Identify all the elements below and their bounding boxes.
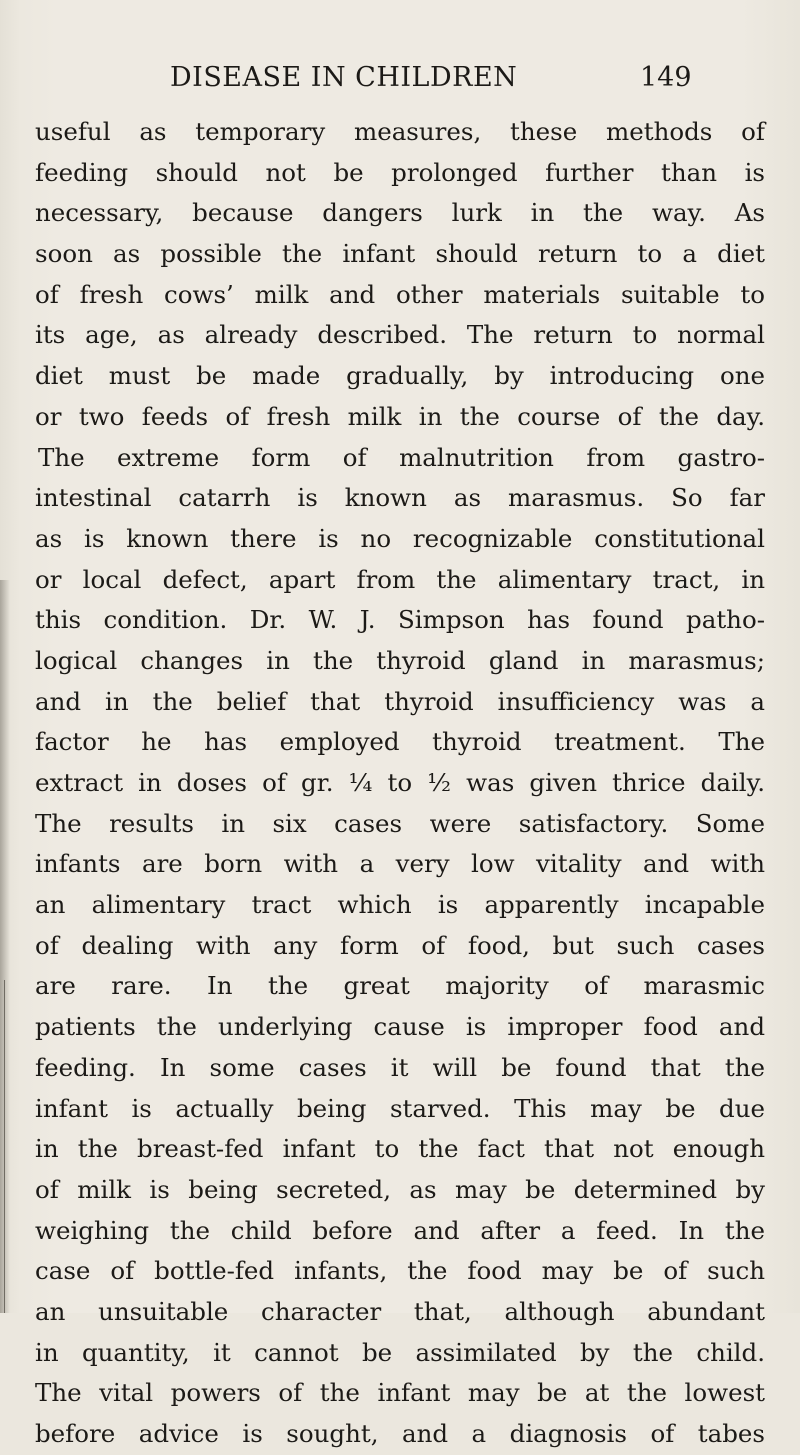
text-line: of dealing with any form of food, but such cases <box>35 930 765 960</box>
text-line: in the breast-fed infant to the fact that not enough <box>35 1134 765 1164</box>
text-line: infant is actually being starved. This may be due <box>35 1093 765 1123</box>
text-line: feeding should not be prolonged further than is <box>35 157 765 187</box>
text-line: of fresh cows’ milk and other materials suitable to <box>35 279 765 309</box>
text-line: an alimentary tract which is apparently incapable <box>35 890 765 920</box>
text-line: case of bottle-fed infants, the food may be of such <box>35 1256 765 1286</box>
text-line: or local defect, apart from the alimentary tract, in <box>35 564 765 594</box>
text-line: factor he has employed thyroid treatment. The <box>35 727 765 757</box>
text-line: of milk is being secreted, as may be determined by <box>35 1174 765 1204</box>
running-head-title: DISEASE IN CHILDREN <box>170 62 518 93</box>
text-line: before advice is sought, and a diagnosis of tabes <box>35 1419 765 1448</box>
text-line: extract in doses of gr. ¼ to ½ was given thrice daily. <box>35 768 765 797</box>
paragraph-start-line: The extreme form of malnutrition from gastro- <box>38 442 765 472</box>
running-head <box>0 62 800 102</box>
text-line: soon as possible the infant should return to a diet <box>35 239 765 269</box>
text-line: necessary, because dangers lurk in the way. As <box>35 198 765 228</box>
gutter-shadow <box>0 580 10 1313</box>
text-line: intestinal catarrh is known as marasmus. So far <box>35 483 765 513</box>
text-line: logical changes in the thyroid gland in marasmus; <box>35 645 765 675</box>
text-line: as is known there is no recognizable constitutional <box>35 523 765 553</box>
text-line: The results in six cases were satisfactory. Some <box>35 808 765 838</box>
text-line: this condition. Dr. W. J. Simpson has found patho- <box>35 605 765 635</box>
text-line: in quantity, it cannot be assimilated by the child. <box>35 1337 765 1367</box>
gutter-line <box>4 980 5 1313</box>
text-line: infants are born with a very low vitality and with <box>35 849 765 879</box>
text-line: its age, as already described. The return to normal <box>35 320 765 350</box>
text-line: feeding. In some cases it will be found that the <box>35 1052 765 1082</box>
text-line: or two feeds of fresh milk in the course of the day. <box>35 401 765 431</box>
text-line: useful as temporary measures, these methods of <box>35 117 765 146</box>
text-line: are rare. In the great majority of marasmic <box>35 971 765 1001</box>
text-line: diet must be made gradually, by introducing one <box>35 361 765 391</box>
text-line: and in the belief that thyroid insufficiency was a <box>35 686 765 716</box>
text-line: an unsuitable character that, although abundant <box>35 1296 765 1326</box>
text-line: weighing the child before and after a feed. In the <box>35 1215 765 1245</box>
text-line: patients the underlying cause is improper food and <box>35 1012 765 1042</box>
body-text <box>35 112 765 1455</box>
page-number: 149 <box>640 62 692 93</box>
text-line: The vital powers of the infant may be at the lowest <box>35 1378 765 1408</box>
